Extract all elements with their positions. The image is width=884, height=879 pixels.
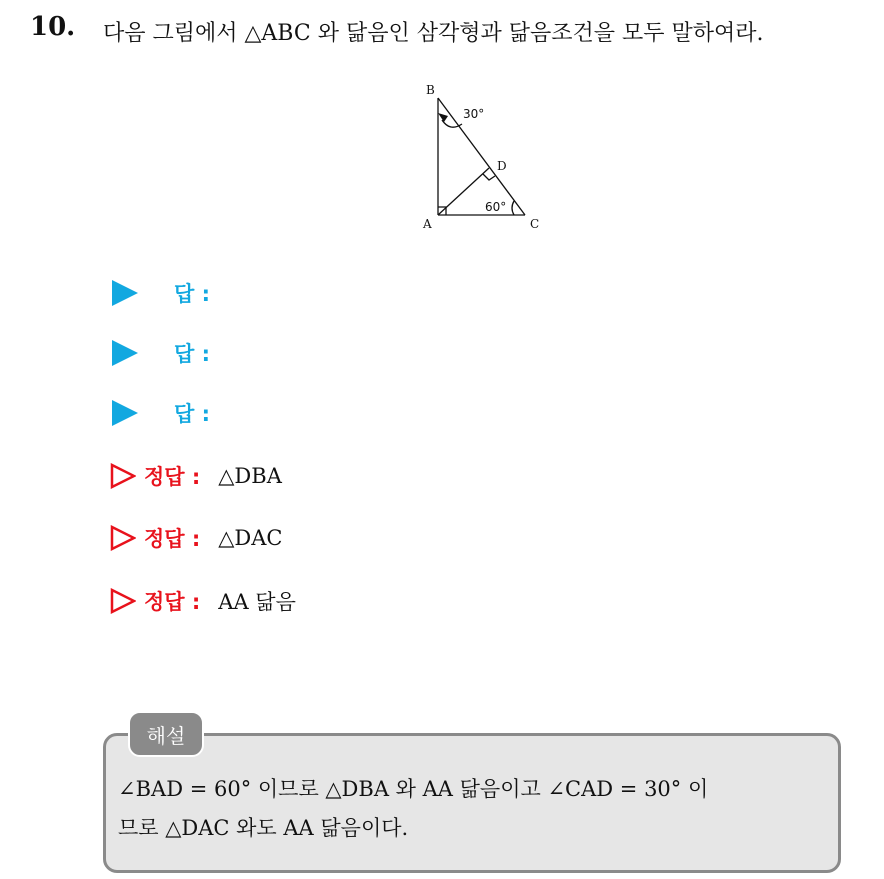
correct-answer-row [108,584,296,618]
play-outline-icon [110,463,136,489]
correct-answer-value: AA 닮음 [218,590,296,614]
play-outline-icon [110,588,136,614]
solution-box [103,733,841,873]
play-outline-icon [110,525,136,551]
answer-row [108,276,210,310]
correct-answer-label: 정답 : [144,527,201,551]
answer-row [108,396,210,430]
correct-answer-row [108,521,283,555]
answer-label: 답 : [174,402,210,426]
answer-row [108,336,210,370]
triangle-figure [410,80,550,235]
correct-answer-value: △DBA [218,464,282,488]
correct-answer-label: 정답 : [144,590,201,614]
answer-play-icon [112,340,138,366]
label-b: B [426,83,435,97]
correct-answer-value: △DAC [218,526,283,550]
angle-arc-b [442,120,462,127]
label-c: C [530,217,540,231]
answer-play-icon [112,400,138,426]
angle-arc-c [512,201,514,215]
question-number: 10. [30,12,76,42]
solution-text-line: 므로 △DAC 와도 AA 닮음이다. [118,816,409,840]
answer-label: 답 : [174,282,210,306]
angle-label-c: 60° [485,200,507,214]
correct-answer-label: 정답 : [144,465,201,489]
solution-tag: 해설 [128,711,204,757]
label-a: A [423,217,432,231]
solution-text-line: ∠BAD = 60° 이므로 △DBA 와 AA 닮음이고 ∠CAD = 30° 이 [118,777,709,801]
right-angle-mark-d [483,174,495,180]
correct-answer-row [108,459,282,493]
question-text: 다음 그림에서 △ABC 와 닮음인 삼각형과 닮음조건을 모두 말하여라. [103,21,764,46]
answer-label: 답 : [174,342,210,366]
answer-play-icon [112,280,138,306]
angle-label-b: 30° [463,107,485,121]
label-d: D [497,159,507,173]
